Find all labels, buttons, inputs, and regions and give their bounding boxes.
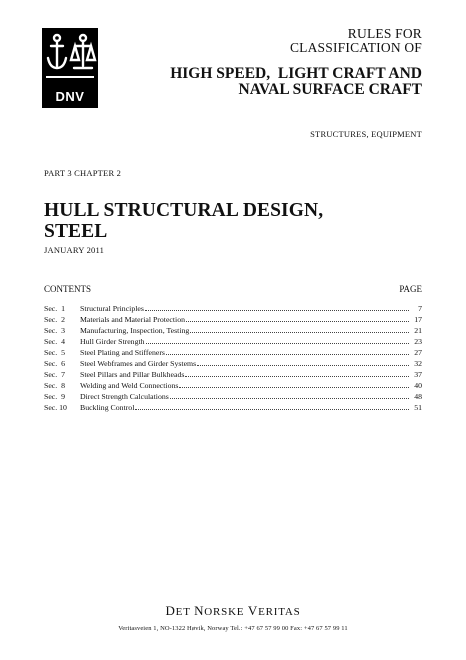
toc-leader-dots <box>146 336 409 344</box>
toc-section-number: Sec. 7 <box>44 370 66 379</box>
toc-entry[interactable] <box>44 347 422 358</box>
toc-leader-dots <box>186 314 409 322</box>
toc-section-title: Steel Pillars and Pillar Bulkheads <box>80 370 185 379</box>
company-part-2: ORSKE <box>204 606 248 618</box>
document-title-line-2: STEEL <box>44 221 108 242</box>
company-initial-v: V <box>247 603 259 618</box>
company-part-3: ERITAS <box>258 606 301 618</box>
toc-section-number: Sec. 3 <box>44 326 66 335</box>
toc-section-title: Structural Principles <box>80 304 144 313</box>
toc-entry[interactable] <box>44 303 422 314</box>
toc-leader-dots <box>135 402 409 410</box>
toc-entry[interactable] <box>44 358 422 369</box>
toc-page-number: 7 <box>418 304 422 313</box>
toc-section-title: Buckling Control <box>80 403 135 412</box>
toc-page-number: 37 <box>414 370 422 379</box>
company-part-1: ET <box>175 606 195 618</box>
toc-section-number: Sec. 4 <box>44 337 66 346</box>
toc-leader-dots <box>166 347 409 355</box>
company-address: Veritasveien 1, NO-1322 Høvik, Norway Tel.: +47 67 57 99 00 Fax: +47 67 57 99 11 <box>118 625 348 632</box>
part-chapter: PART 3 CHAPTER 2 <box>44 168 122 178</box>
table-of-contents <box>44 303 422 413</box>
toc-entry[interactable] <box>44 369 422 380</box>
toc-section-title: Steel Plating and Stiffeners <box>80 348 165 357</box>
rules-heading <box>290 27 422 55</box>
contents-header <box>44 284 422 294</box>
toc-entry[interactable] <box>44 402 422 413</box>
toc-section-number: Sec. 8 <box>44 381 66 390</box>
toc-entry[interactable] <box>44 380 422 391</box>
toc-section-title: Welding and Weld Connections <box>80 381 179 390</box>
toc-leader-dots <box>197 358 409 366</box>
company-initial-d: D <box>165 603 176 618</box>
main-title <box>170 66 422 98</box>
toc-section-number: Sec. 10 <box>44 403 67 412</box>
toc-leader-dots <box>190 325 409 333</box>
main-title-line-2: NAVAL SURFACE CRAFT <box>238 81 422 98</box>
toc-section-title: Manufacturing, Inspection, Testing <box>80 326 190 335</box>
toc-page-number: 40 <box>414 381 422 390</box>
toc-leader-dots <box>170 391 409 399</box>
toc-entry[interactable] <box>44 325 422 336</box>
contents-heading: CONTENTS <box>44 284 91 294</box>
toc-section-number: Sec. 9 <box>44 392 66 401</box>
toc-section-number: Sec. 1 <box>44 304 66 313</box>
toc-page-number: 23 <box>414 337 422 346</box>
document-title-line-1: HULL STRUCTURAL DESIGN, <box>44 200 324 221</box>
document-date: JANUARY 2011 <box>44 245 105 255</box>
toc-page-number: 27 <box>414 348 422 357</box>
company-name <box>0 603 466 619</box>
toc-section-number: Sec. 2 <box>44 315 66 324</box>
toc-entry[interactable] <box>44 391 422 402</box>
rules-line-1: RULES FOR <box>347 26 422 41</box>
anchor-icon <box>42 28 98 92</box>
subtitle: STRUCTURES, EQUIPMENT <box>310 129 422 139</box>
toc-section-title: Materials and Material Protection <box>80 315 186 324</box>
toc-section-number: Sec. 6 <box>44 359 66 368</box>
toc-section-title: Steel Webframes and Girder Systems <box>80 359 197 368</box>
toc-section-title: Direct Strength Calculations <box>80 392 169 401</box>
toc-page-number: 51 <box>414 403 422 412</box>
toc-page-number: 32 <box>414 359 422 368</box>
toc-entry[interactable] <box>44 314 422 325</box>
toc-leader-dots <box>179 380 409 388</box>
document-title <box>44 200 323 242</box>
dnv-logo <box>42 28 98 108</box>
toc-leader-dots <box>185 369 409 377</box>
toc-section-title: Hull Girder Strength <box>80 337 145 346</box>
toc-entry[interactable] <box>44 336 422 347</box>
company-initial-n: N <box>194 603 205 618</box>
toc-leader-dots <box>145 303 409 311</box>
logo-text: DNV <box>55 89 85 104</box>
toc-page-number: 48 <box>414 392 422 401</box>
toc-section-number: Sec. 5 <box>44 348 66 357</box>
page-heading: PAGE <box>399 284 422 294</box>
toc-page-number: 17 <box>414 315 422 324</box>
main-title-line-1: HIGH SPEED, LIGHT CRAFT AND <box>170 65 422 82</box>
rules-line-2: CLASSIFICATION OF <box>289 40 422 55</box>
toc-page-number: 21 <box>414 326 422 335</box>
